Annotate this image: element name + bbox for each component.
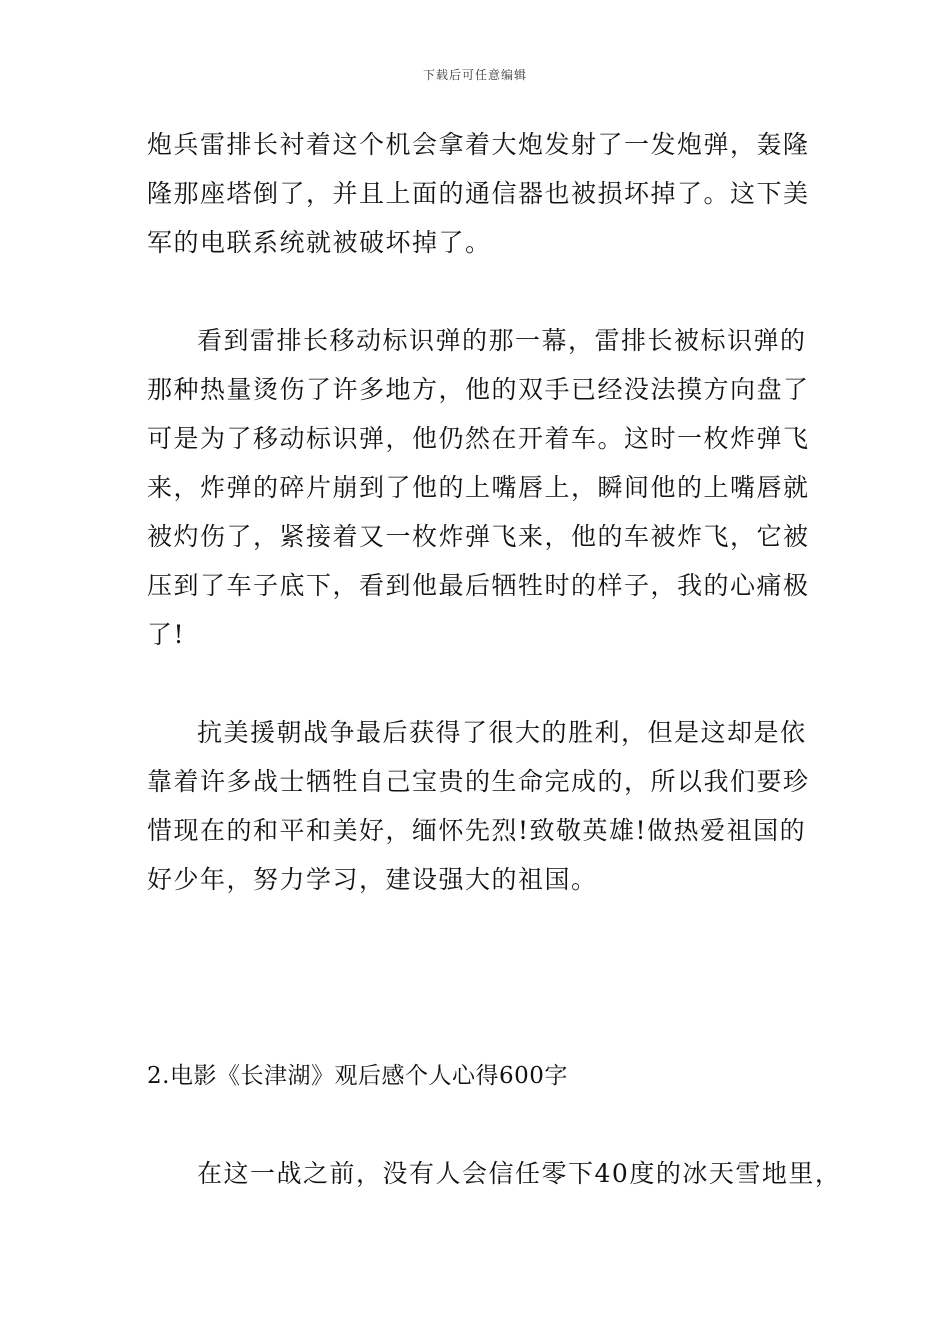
paragraph-line: 靠着许多战士牺牲自己宝贵的生命完成的，所以我们要珍 bbox=[147, 767, 810, 796]
paragraph-gap bbox=[147, 669, 817, 718]
section-gap bbox=[147, 914, 817, 1061]
document-body bbox=[147, 130, 842, 1208]
page-header-note: 下载后可任意编辑 bbox=[422, 68, 527, 82]
paragraph-line: 在这一战之前，没有人会信任零下40度的冰天雪地里， bbox=[197, 1159, 842, 1188]
paragraph-line: 军的电联系统就被破坏掉了。 bbox=[147, 228, 492, 257]
paragraph-line: 压到了车子底下，看到他最后牺牲时的样子，我的心痛极 bbox=[147, 571, 810, 600]
paragraph-2 bbox=[147, 326, 817, 650]
paragraph-line: 那种热量烫伤了许多地方，他的双手已经没法摸方向盘了 bbox=[147, 375, 810, 404]
section-heading: 2.电影《长津湖》观后感个人心得600字 bbox=[147, 1063, 568, 1089]
paragraph-gap bbox=[147, 277, 817, 326]
paragraph-line: 抗美援朝战争最后获得了很大的胜利，但是这却是依 bbox=[197, 718, 807, 747]
paragraph-line: 来，炸弹的碎片崩到了他的上嘴唇上，瞬间他的上嘴唇就 bbox=[147, 473, 810, 502]
paragraph-line: 看到雷排长移动标识弹的那一幕，雷排长被标识弹的 bbox=[197, 326, 807, 355]
paragraph-gap bbox=[147, 1110, 817, 1159]
paragraph-line: 可是为了移动标识弹，他仍然在开着车。这时一枚炸弹飞 bbox=[147, 424, 810, 453]
paragraph-line: 被灼伤了，紧接着又一枚炸弹飞来，他的车被炸飞，它被 bbox=[147, 522, 810, 551]
paragraph-line: 炮兵雷排长衬着这个机会拿着大炮发射了一发炮弹，轰隆 bbox=[147, 130, 810, 159]
paragraph-line: 隆那座塔倒了，并且上面的通信器也被损坏掉了。这下美 bbox=[147, 179, 810, 208]
paragraph-line: 好少年，努力学习，建设强大的祖国。 bbox=[147, 865, 598, 894]
paragraph-line: 了! bbox=[147, 620, 186, 649]
paragraph-1 bbox=[147, 130, 817, 258]
paragraph-3 bbox=[147, 718, 817, 895]
paragraph-line: 惜现在的和平和美好，缅怀先烈!致敬英雄!做热爱祖国的 bbox=[147, 816, 807, 845]
